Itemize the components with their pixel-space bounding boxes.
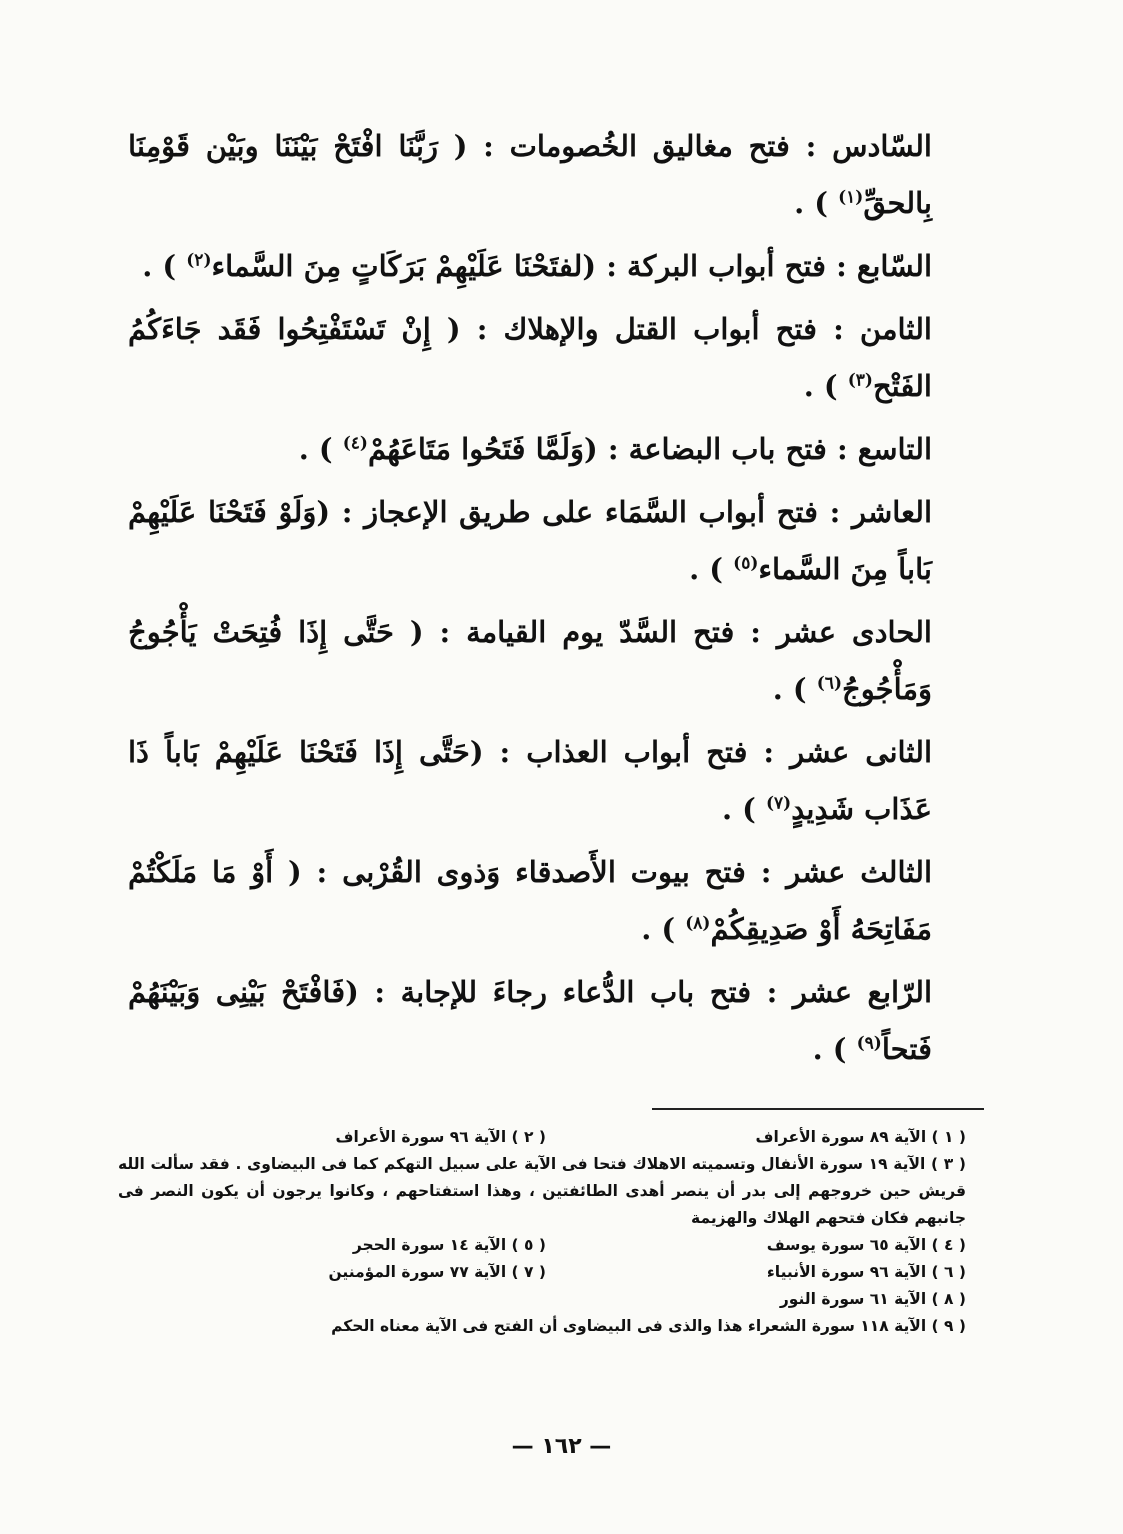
paragraph-end: ) . bbox=[641, 912, 676, 946]
paragraph-text: التاسع : فتح باب البضاعة : (وَلَمَّا فَتَحُوا مَتَاعَهُمْ bbox=[367, 432, 932, 466]
paragraph-3 bbox=[128, 301, 932, 415]
paragraph-end: ) . bbox=[689, 552, 724, 586]
footnote-ref: (٩) bbox=[856, 1033, 882, 1054]
footnote-ref: (٤) bbox=[342, 433, 368, 454]
paragraph-end: ) . bbox=[298, 432, 333, 466]
paragraph-8 bbox=[128, 844, 932, 958]
footnote-ref: (٦) bbox=[816, 673, 842, 694]
paragraph-text: الحادى عشر : فتح السَّدّ يوم القيامة : ( حَتَّى إِذَا فُتِحَتْ يَأْجُوجُ وَمَأْجُوجُ bbox=[128, 615, 932, 706]
paragraph-text: السّادس : فتح مغاليق الخُصومات : ( رَبَّنَا افْتَحْ بَيْنَنَا وبَيْن قَوْمِنَا بِالحقِّ bbox=[128, 129, 932, 220]
footnote-divider bbox=[652, 1108, 984, 1110]
paragraph-end: ) . bbox=[803, 369, 838, 403]
paragraph-1 bbox=[128, 118, 932, 232]
paragraph-9 bbox=[128, 964, 932, 1078]
paragraph-end: ) . bbox=[721, 792, 756, 826]
main-text bbox=[128, 118, 932, 1084]
paragraph-end: ) . bbox=[812, 1032, 847, 1066]
footnote-7: ( ٧ ) الآية ٧٧ سورة المؤمنين bbox=[328, 1263, 546, 1281]
footnote-ref: (١) bbox=[838, 187, 864, 208]
footnote-4: ( ٤ ) الآية ٦٥ سورة يوسف bbox=[766, 1236, 966, 1254]
footnote-row bbox=[118, 1124, 966, 1151]
footnote-row bbox=[118, 1259, 966, 1286]
paragraph-end: ) . bbox=[794, 186, 828, 220]
footnote-row bbox=[118, 1232, 966, 1259]
paragraph-end: ) . bbox=[142, 249, 177, 283]
page-number: — ١٦٢ — bbox=[511, 1434, 612, 1459]
paragraph-7 bbox=[128, 724, 932, 838]
footnote-ref: (٨) bbox=[685, 913, 711, 934]
footnote-6: ( ٦ ) الآية ٩٦ سورة الأنبياء bbox=[766, 1263, 966, 1281]
footnote-9: ( ٩ ) الآية ١١٨ سورة الشعراء هذا والذى فى البيضاوى أن الفتح فى الآية معناه الحكم bbox=[331, 1317, 966, 1335]
paragraph-text: السّابع : فتح أبواب البركة : (لفتَحْنَا عَلَيْهِمْ بَرَكَاتٍ مِنَ السَّماء bbox=[211, 249, 932, 283]
footnote-5: ( ٥ ) الآية ١٤ سورة الحجر bbox=[352, 1236, 546, 1254]
paragraph-text: الرّابع عشر : فتح باب الدُّعاء رجاءَ للإجابة : (فَافْتَحْ بَيْنِى وَبَيْنَهُمْ فَتحاً bbox=[128, 975, 932, 1066]
paragraph-text: الثامن : فتح أبواب القتل والإهلاك : ( إِنْ تَسْتَفْتِحُوا فَقَد جَاءَكُمُ الفَتْح bbox=[128, 312, 932, 403]
paragraph-2 bbox=[128, 238, 932, 295]
paragraph-text: الثانى عشر : فتح أبواب العذاب : (حَتَّى إِذَا فَتَحْنَا عَلَيْهِمْ بَاباً ذَا عَذَاب شَدِيدٍ bbox=[128, 735, 932, 826]
paragraph-5 bbox=[128, 484, 932, 598]
paragraph-4 bbox=[128, 421, 932, 478]
footnote-1: ( ١ ) الآية ٨٩ سورة الأعراف bbox=[755, 1128, 966, 1146]
paragraph-text: الثالث عشر : فتح بيوت الأَصدقاء وَذوى القُرْبى : ( أَوْ مَا مَلَكْتُمْ مَفَاتِحَهُ أَوْ صَدِيقِكُمْ bbox=[128, 855, 932, 946]
footnote-ref: (٣) bbox=[847, 370, 873, 391]
footnote-3: ( ٣ ) الآية ١٩ سورة الأنفال وتسميته الاهلاك فتحا فى الآية على سبيل التهكم كما فى البيضاوى . فقد سألت الله قريش حين خروجهم إلى بدر أن ينصر أهدى الطائفتين ، وهذا استفتاحهم ، وكانوا يرجون أن يكون النصر فى جانبهم فكان فتحهم الهلاك والهزيمة bbox=[118, 1155, 967, 1227]
paragraph-6 bbox=[128, 604, 932, 718]
footnote-2: ( ٢ ) الآية ٩٦ سورة الأعراف bbox=[335, 1128, 546, 1146]
footnote-ref: (٧) bbox=[765, 793, 792, 814]
footnotes bbox=[118, 1124, 966, 1340]
paragraph-end: ) . bbox=[772, 672, 807, 706]
footnote-ref: (٥) bbox=[733, 553, 759, 574]
paragraph-text: العاشر : فتح أبواب السَّمَاء على طريق الإعجاز : (وَلَوْ فَتَحْنَا عَلَيْهِمْ بَاباً مِنَ السَّماء bbox=[128, 495, 932, 586]
footnote-ref: (٢) bbox=[186, 250, 212, 271]
footnote-8: ( ٨ ) الآية ٦١ سورة النور bbox=[779, 1290, 966, 1308]
